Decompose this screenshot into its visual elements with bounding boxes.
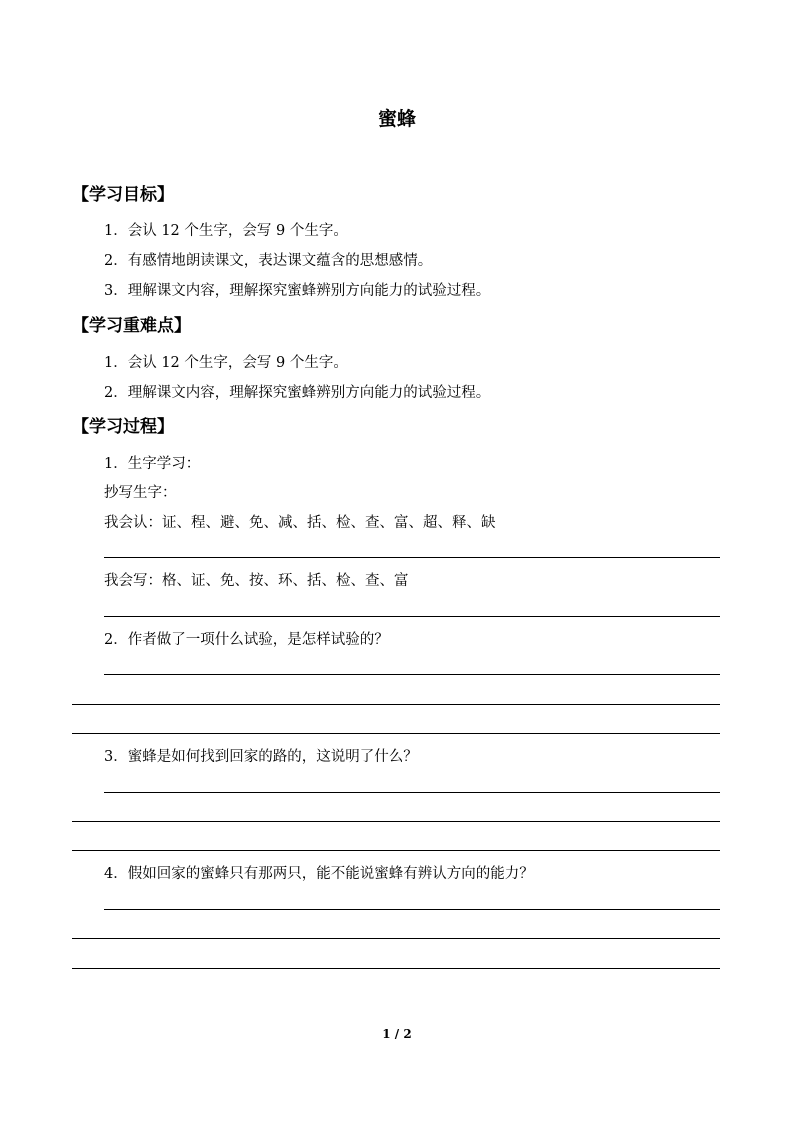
write-chars-line: 我会写：格、证、免、按、环、括、检、查、富 (104, 573, 409, 589)
answer-line (72, 821, 720, 822)
page-number: 1 / 2 (382, 1027, 412, 1041)
answer-line (104, 557, 720, 558)
goal-item-1: 1．会认 12 个生字，会写 9 个生字。 (104, 223, 348, 239)
key-point-item-1: 1．会认 12 个生字，会写 9 个生字。 (104, 355, 348, 371)
answer-line (104, 674, 720, 675)
heading-learning-goals: 【学习目标】 (72, 185, 174, 205)
goal-item-3: 3．理解课文内容，理解探究蜜蜂辨别方向能力的试验过程。 (104, 283, 491, 299)
answer-line (104, 909, 720, 910)
answer-line (72, 733, 720, 734)
question-3: 3．蜜蜂是如何找到回家的路的，这说明了什么？ (104, 749, 418, 765)
heading-learning-process: 【学习过程】 (72, 417, 174, 437)
recognize-chars-line: 我会认：证、程、避、免、减、括、检、查、富、超、释、缺 (104, 515, 496, 531)
answer-line (104, 792, 720, 793)
answer-line (72, 968, 720, 969)
answer-line (72, 850, 720, 851)
page-title: 蜜蜂 (377, 108, 416, 130)
answer-line (104, 616, 720, 617)
question-4: 4．假如回家的蜜蜂只有那两只，能不能说蜜蜂有辨认方向的能力？ (104, 866, 534, 882)
copy-chars-label: 抄写生字： (104, 485, 177, 501)
key-point-item-2: 2．理解课文内容，理解探究蜜蜂辨别方向能力的试验过程。 (104, 385, 491, 401)
answer-line (72, 704, 720, 705)
question-2: 2．作者做了一项什么试验，是怎样试验的？ (104, 632, 389, 648)
heading-key-points: 【学习重难点】 (72, 316, 191, 336)
char-study-label: 1．生字学习： (104, 456, 201, 472)
answer-line (72, 938, 720, 939)
goal-item-2: 2．有感情地朗读课文，表达课文蕴含的思想感情。 (104, 253, 433, 269)
